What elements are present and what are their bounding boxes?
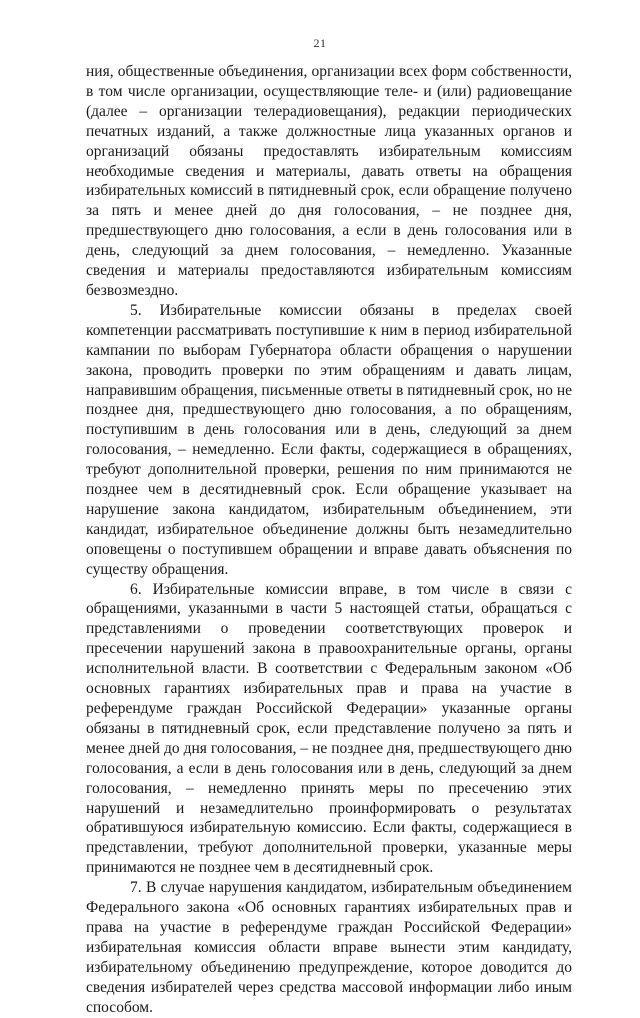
paragraph-continuation: ния, общественные объединения, организации всех форм собственности, в том числе организации, осуществляющие теле- и (или) радиовещание (далее – организации телерадиовещания), редакции периодических печатных изданий, а также должностные лица указанных органов и организаций обязаны предоставлять избирательным комиссиям необходимые сведения и материалы, давать ответы на обращения избирательных комиссий в пятидневный срок, если обращение получено за пять и менее дней до дня голосования, – не позднее дня, предшествующего дню голосования, а если в день голосования или в день, следующий за днем голосования, – немедленно. Указанные сведения и материалы предоставляются избирательным комиссиям безвозмездно. xyxy=(86,63,572,299)
document-body xyxy=(86,62,572,1018)
paragraph-item-6: 6. Избирательные комиссии вправе, в том числе в связи с обращениями, указанными в части 5 настоящей статьи, обращаться с представлениями о проведении соответствующих проверок и пресечении нарушений закона в правоохранительные органы, органы исполнительной власти. В соответствии с Федеральным законом «Об основных гарантиях избирательных прав и права на участие в референдуме граждан Российской Федерации» указанные органы обязаны в пятидневный срок, если представление получено за пять и менее дней до дня голосования, – не позднее дня, предшествующего дню голосования, а если в день голосования или в день, следующий за днем голосования, – немедленно принять меры по пресечению этих нарушений и незамедлительно проинформировать о результатах обратившуюся избирательную комиссию. Если факты, содержащиеся в представлении, требуют дополнительной проверки, указанные меры принимаются не позднее чем в десятидневный срок. xyxy=(86,580,572,877)
paragraph-item-5: 5. Избирательные комиссии обязаны в пределах своей компетенции рассматривать поступившие к ним в период избирательной кампании по выборам Губернатора области обращения о нарушении закона, проводить проверки по этим обращениям и давать лицам, направившим обращения, письменные ответы в пятидневный срок, но не позднее дня, предшествующего дню голосования, а по обращениям, поступившим в день голосования или в день, следующий за днем голосования, – немедленно. Если факты, содержащиеся в обращениях, требуют дополнительной проверки, решения по ним принимаются не позднее чем в десятидневный срок. Если обращение указывает на нарушение закона кандидатом, избирательным объединением, эти кандидат, избирательное объединение должны быть незамедлительно оповещены о поступившем обращении и вправе давать объяснения по существу обращения. xyxy=(86,301,572,578)
page-number: 21 xyxy=(313,36,327,50)
paragraph-item-7: 7. В случае нарушения кандидатом, избирательным объединением Федерального закона «Об основных гарантиях избирательных прав и права на участие в референдуме граждан Российской Федерации» избирательная комиссия области вправе вынести этим кандидату, избирательному объединению предупреждение, которое доводится до сведения избирателей через средства массовой информации либо иным способом. xyxy=(86,879,572,1016)
